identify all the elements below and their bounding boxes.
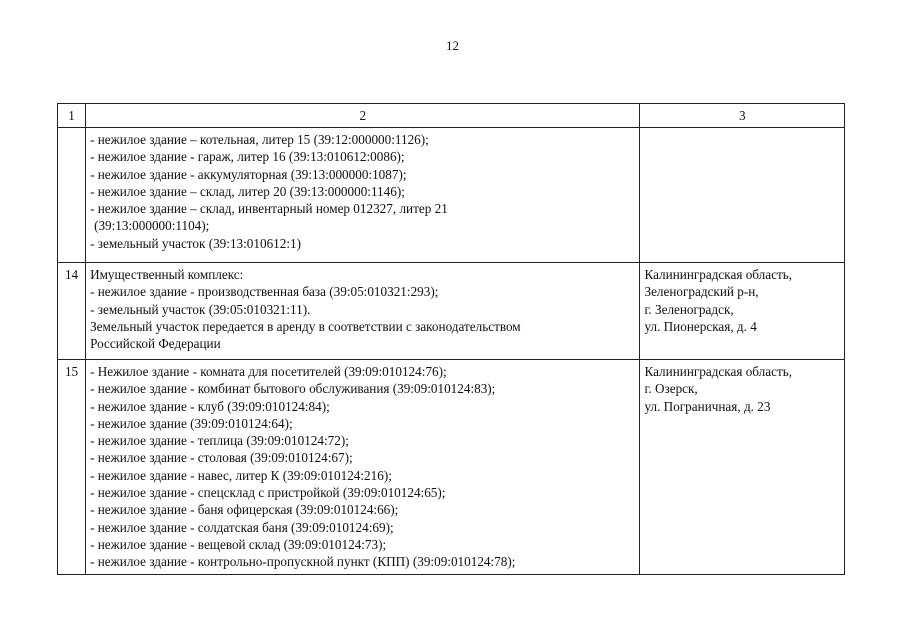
- table-row: [58, 263, 845, 360]
- table-row: [58, 360, 845, 575]
- description-line: Земельный участок передается в аренду в соответствии с законодательством: [90, 318, 521, 334]
- address-line: г. Зеленоградск,: [644, 301, 734, 317]
- column-header-3: 3: [640, 104, 845, 128]
- description-line: Имущественный комплекс:: [90, 267, 244, 282]
- description-line: - нежилое здание – котельная, литер 15 (39:12:000000:1126);: [90, 132, 429, 147]
- description-line: (39:13:000000:1104);: [94, 218, 210, 234]
- description-line: - нежилое здание - контрольно-пропускной пункт (КПП) (39:09:010124:78);: [90, 554, 516, 570]
- property-description: [86, 360, 640, 575]
- address-line: ул. Пионерская, д. 4: [644, 318, 757, 334]
- address-line: ул. Пограничная, д. 23: [644, 398, 771, 414]
- description-line: - нежилое здание - гараж, литер 16 (39:13:010612:0086);: [90, 149, 405, 165]
- table-row: [58, 128, 845, 263]
- row-number: 14: [58, 263, 86, 360]
- property-address: [640, 360, 845, 575]
- row-number: [58, 128, 86, 263]
- property-description: [86, 128, 640, 263]
- property-address: [640, 128, 845, 263]
- description-line: - нежилое здание - столовая (39:09:010124:67);: [90, 450, 353, 466]
- property-address: [640, 263, 845, 360]
- address-line: Калининградская область,: [644, 364, 793, 379]
- description-line: - земельный участок (39:05:010321:11).: [90, 301, 311, 317]
- description-line: - нежилое здание (39:09:010124:64);: [90, 415, 293, 431]
- description-line: - нежилое здание - производственная база (39:05:010321:293);: [90, 284, 439, 300]
- description-line: - нежилое здание – склад, литер 20 (39:13:000000:1146);: [90, 183, 405, 199]
- column-header-2: 2: [86, 104, 640, 128]
- table-header-row: [58, 104, 845, 128]
- description-line: - Нежилое здание - комната для посетителей (39:09:010124:76);: [90, 364, 447, 379]
- address-line: Зеленоградский р-н,: [644, 284, 759, 300]
- column-header-1: 1: [58, 104, 86, 128]
- description-line: - нежилое здание - спецсклад с пристройкой (39:09:010124:65);: [90, 485, 446, 501]
- description-line: - земельный участок (39:13:010612:1): [90, 235, 302, 251]
- description-line: - нежилое здание - аккумуляторная (39:13:000000:1087);: [90, 166, 407, 182]
- description-line: - нежилое здание - солдатская баня (39:09:010124:69);: [90, 519, 394, 535]
- address-line: г. Озерск,: [644, 381, 698, 397]
- description-line: - нежилое здание - вещевой склад (39:09:010124:73);: [90, 536, 387, 552]
- property-description: [86, 263, 640, 360]
- description-line: Российской Федерации: [90, 336, 221, 352]
- row-number: 15: [58, 360, 86, 575]
- description-line: - нежилое здание – склад, инвентарный номер 012327, литер 21: [90, 201, 448, 217]
- description-line: - нежилое здание - навес, литер К (39:09:010124:216);: [90, 467, 392, 483]
- description-line: - нежилое здание - клуб (39:09:010124:84);: [90, 398, 330, 414]
- description-line: - нежилое здание - баня офицерская (39:09:010124:66);: [90, 502, 399, 518]
- address-line: Калининградская область,: [644, 267, 793, 282]
- property-table: [57, 103, 845, 575]
- description-line: - нежилое здание - теплица (39:09:010124:72);: [90, 433, 349, 449]
- page-number: 12: [446, 38, 459, 53]
- description-line: - нежилое здание - комбинат бытового обслуживания (39:09:010124:83);: [90, 381, 496, 397]
